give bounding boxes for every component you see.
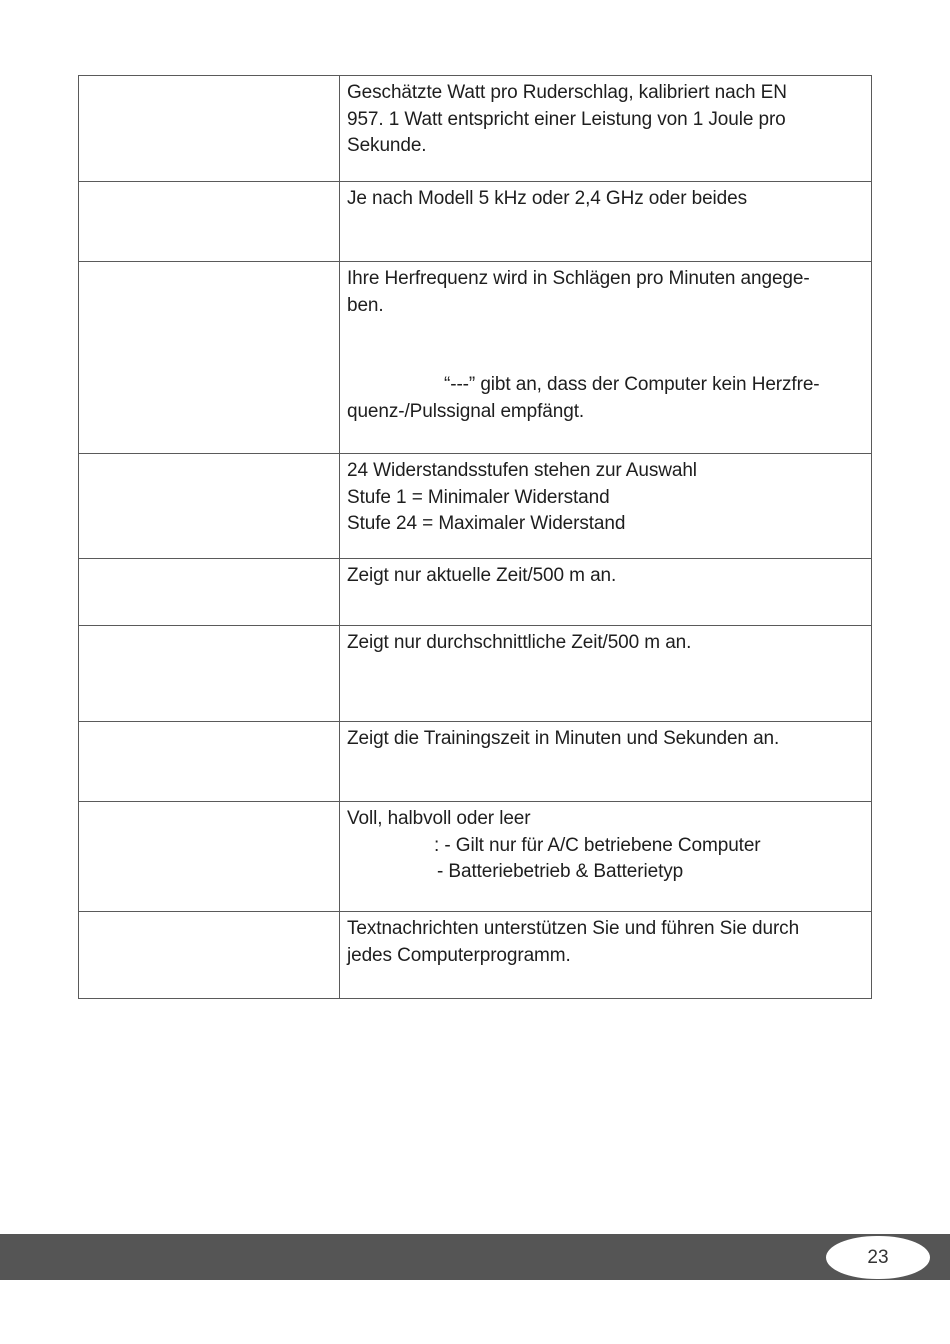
row-label (79, 182, 340, 262)
description-line: - Batteriebetrieb & Batterietyp (437, 861, 684, 882)
description-line: Je nach Modell 5 kHz oder 2,4 GHz oder beides (347, 188, 747, 209)
row-label (79, 802, 340, 912)
description-line: ben. (347, 294, 384, 316)
table-row-training-time (79, 722, 872, 802)
row-description (340, 912, 872, 999)
row-label (79, 76, 340, 182)
row-description (340, 262, 872, 454)
description-line: jedes Computerprogramm. (347, 944, 571, 966)
table-row-battery (79, 802, 872, 912)
description-line: Ihre Herfrequenz wird in Schlägen pro Minuten angege- (347, 268, 810, 289)
row-description (340, 802, 872, 912)
table-row-average-pace (79, 626, 872, 722)
row-description (340, 626, 872, 722)
footer-bar (0, 1234, 950, 1280)
row-label (79, 722, 340, 802)
description-line: Zeigt nur durchschnittliche Zeit/500 m an. (347, 632, 692, 653)
table-row-messages (79, 912, 872, 999)
specification-table (78, 75, 872, 999)
description-line: Stufe 1 = Minimaler Widerstand (347, 486, 610, 508)
description-line: 957. 1 Watt entspricht einer Leistung von 1 Joule pro (347, 108, 786, 130)
row-description (340, 559, 872, 626)
row-label (79, 454, 340, 559)
row-description (340, 76, 872, 182)
row-label (79, 559, 340, 626)
description-line: Zeigt nur aktuelle Zeit/500 m an. (347, 565, 617, 586)
description-line: : - Gilt nur für A/C betriebene Computer (434, 834, 761, 856)
table-row-resistance (79, 454, 872, 559)
description-line: Zeigt die Trainingszeit in Minuten und Sekunden an. (347, 728, 780, 749)
description-line: “---” gibt an, dass der Computer kein Herzfre- (444, 374, 820, 395)
row-label (79, 626, 340, 722)
row-label (79, 912, 340, 999)
page-number-badge (826, 1236, 930, 1279)
description-line: Geschätzte Watt pro Ruderschlag, kalibriert nach EN (347, 82, 787, 103)
page-number: 23 (867, 1246, 889, 1268)
description-line: Textnachrichten unterstützen Sie und führen Sie durch (347, 918, 800, 939)
row-description (340, 182, 872, 262)
description-line: 24 Widerstandsstufen stehen zur Auswahl (347, 460, 697, 481)
table-row-frequency (79, 182, 872, 262)
description-line: Voll, halbvoll oder leer (347, 808, 531, 829)
row-label (79, 262, 340, 454)
table-row-watt (79, 76, 872, 182)
table-row-heart-rate (79, 262, 872, 454)
description-line: quenz-/Pulssignal empfängt. (347, 400, 585, 422)
description-line: Stufe 24 = Maximaler Widerstand (347, 513, 626, 534)
row-description (340, 722, 872, 802)
description-line: Sekunde. (347, 135, 427, 156)
row-description (340, 454, 872, 559)
table-row-current-pace (79, 559, 872, 626)
